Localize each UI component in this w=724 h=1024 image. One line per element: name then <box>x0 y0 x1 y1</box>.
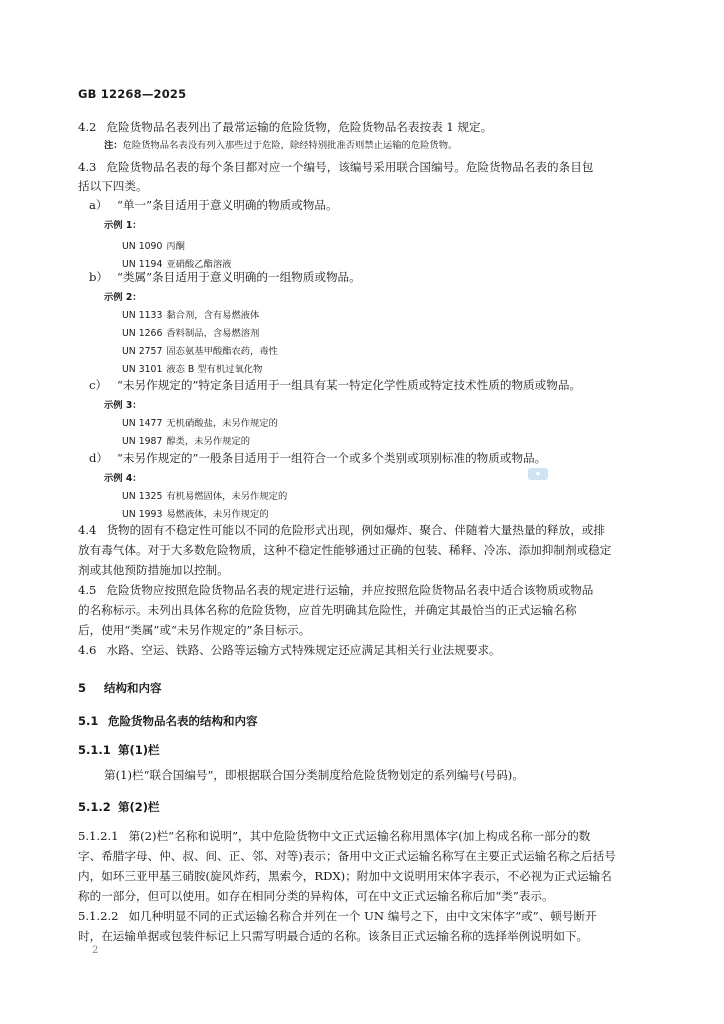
section-number: 5 <box>78 681 87 695</box>
clause-4-5-line2: 的名称标示。未列出具体名称的危险货物，应首先明确其危险性，并确定其最恰当的正式运输名称 <box>78 603 577 617</box>
clause-5-1-2-1 <box>78 826 644 846</box>
list-item-a <box>89 196 338 214</box>
un-number: UN 1266 <box>122 328 163 339</box>
example-row <box>122 325 259 339</box>
clause-4-4-line3: 剂或其他预防措施加以控制。 <box>78 563 229 577</box>
clause-4-4-line2: 放有毒气体。对于大多数危险物质，这种不稳定性能够通过正确的包装、稀释、冷冻、添加抑制剂或稳定 <box>78 543 612 557</box>
item-letter: d） <box>89 451 109 465</box>
substance-name: 黏合剂，含有易燃液体 <box>166 310 260 321</box>
clause-5-1-2-1-line2: 字、希腊字母、仲、叔、间、正、邻、对等)表示；备用中文正式运输名称写在主要正式运输名称之后括号 <box>78 849 616 863</box>
clause-text: 如几种明显不同的正式运输名称合并列在一个 UN 编号之下，由中文宋体字“或”、顿号断开 <box>128 909 597 923</box>
clause-4-3-line2: 括以下四类。 <box>78 179 148 193</box>
example-row <box>122 307 259 321</box>
clause-5-1-2-1-line3: 内，如环三亚甲基三硝胺(旋风炸药，黑索今，RDX)；附加中文说明用宋体字表示，不必视为正式运输名 <box>78 869 612 883</box>
example-row <box>122 433 250 447</box>
substance-name: 醇类，未另作规定的 <box>166 436 251 447</box>
clause-text: 水路、空运、铁路、公路等运输方式特殊规定还应满足其相关行业法规要求。 <box>106 643 501 657</box>
clause-5-1-2-1-line4: 称的一部分，但可以使用。如存在相同分类的异构体，可在中文正式运输名称后加“类”表示。 <box>78 889 554 903</box>
clause-number: 4.4 <box>78 523 97 537</box>
section-heading-5-1-2 <box>78 799 160 815</box>
un-number: UN 1090 <box>122 241 163 252</box>
substance-name: 液态 B 型有机过氧化物 <box>166 364 263 375</box>
substance-name: 易燃液体，未另作规定的 <box>166 509 269 520</box>
watermark-logo-icon: ◆ <box>528 468 548 480</box>
un-number: UN 1325 <box>122 491 163 502</box>
item-letter: b） <box>89 270 109 284</box>
example-label: 示例 3： <box>104 400 142 411</box>
section-title: 第(1)栏 <box>118 743 160 757</box>
item-text: “类属”条目适用于意义明确的一组物质或物品。 <box>117 270 361 284</box>
clause-number: 4.3 <box>78 160 97 174</box>
substance-name: 固态氨基甲酸酯农药，毒性 <box>166 346 278 357</box>
clause-number: 5.1.2.1 <box>78 829 119 843</box>
item-text: “单一”条目适用于意义明确的物质或物品。 <box>117 198 338 212</box>
clause-text: 危险货物品名表列出了最常运输的危险货物，危险货物品名表按表 1 规定。 <box>106 120 493 134</box>
item-text: “未另作规定的”一般条目适用于一组符合一个或多个类别或项别标准的物质或物品。 <box>117 451 547 465</box>
clause-number: 4.6 <box>78 643 97 657</box>
item-letter: c） <box>89 378 108 392</box>
substance-name: 亚硝酸乙酯溶液 <box>166 259 232 270</box>
un-number: UN 1993 <box>122 509 163 520</box>
clause-number: 4.5 <box>78 583 97 597</box>
item-text: “未另作规定的”特定条目适用于一组具有某一特定化学性质或特定技术性质的物质或物品。 <box>117 378 582 392</box>
clause-5-1-2-2 <box>78 906 644 926</box>
section-title: 第(2)栏 <box>118 800 160 814</box>
clause-text: 第(2)栏“名称和说明”，其中危险货物中文正式运输名称用黑体字(加上构成名称一部分的数 <box>128 829 591 843</box>
section-heading-5-1 <box>78 713 258 729</box>
substance-name: 香料制品，含易燃溶剂 <box>166 328 260 339</box>
un-number: UN 1987 <box>122 436 163 447</box>
section-number: 5.1 <box>78 714 99 728</box>
example-row <box>122 361 262 375</box>
substance-name: 无机硝酸盐，未另作规定的 <box>166 418 278 429</box>
example-label: 示例 2： <box>104 292 142 303</box>
example-row <box>122 506 269 520</box>
example-row <box>122 415 278 429</box>
clause-5-1-2-2-line2: 时，在运输单据或包装件标记上只需写明最合适的名称。该条目正式运输名称的选择举例说明如下。 <box>78 929 589 943</box>
example-label: 示例 4： <box>104 473 142 484</box>
un-number: UN 1133 <box>122 310 163 321</box>
un-number: UN 1477 <box>122 418 163 429</box>
section-heading-5-1-1 <box>78 742 160 758</box>
substance-name: 丙酮 <box>166 241 185 252</box>
example-row <box>122 238 185 252</box>
list-item-b <box>89 268 361 286</box>
clause-text: 货物的固有不稳定性可能以不同的危险形式出现，例如爆炸、聚合、伴随着大量热量的释放，或排 <box>106 523 605 537</box>
section-title: 危险货物品名表的结构和内容 <box>108 714 258 728</box>
clause-number: 4.2 <box>78 120 97 134</box>
note <box>104 139 457 153</box>
clause-4-3 <box>78 157 644 177</box>
clause-4-5-line3: 后，使用“类属”或“未另作规定的”条目标示。 <box>78 623 311 637</box>
un-number: UN 1194 <box>122 259 163 270</box>
substance-name: 有机易燃固体，未另作规定的 <box>166 491 288 502</box>
clause-text: 危险货物品名表的每个条目都对应一个编号，该编号采用联合国编号。危险货物品名表的条目包 <box>106 160 594 174</box>
example-row <box>122 343 278 357</box>
un-number: UN 2757 <box>122 346 163 357</box>
note-label: 注： <box>104 140 123 151</box>
note-text: 危险货物品名表没有列入那些过于危险，除经特别批准否则禁止运输的危险货物。 <box>122 140 458 151</box>
standard-header: GB 12268—2025 <box>78 87 187 101</box>
list-item-c <box>89 376 581 394</box>
clause-4-2 <box>78 117 644 137</box>
un-number: UN 3101 <box>122 364 163 375</box>
clause-4-6 <box>78 640 644 660</box>
list-item-d <box>89 449 546 467</box>
item-letter: a） <box>89 198 108 212</box>
section-number: 5.1.2 <box>78 800 111 814</box>
clause-4-4 <box>78 520 644 540</box>
section-title: 结构和内容 <box>104 681 162 695</box>
clause-text: 危险货物应按照危险货物品名表的规定进行运输，并应按照危险货物品名表中适合该物质或物品 <box>106 583 594 597</box>
clause-number: 5.1.2.2 <box>78 909 119 923</box>
paragraph-5-1-1: 第(1)栏“联合国编号”，即根据联合国分类制度给危险货物划定的系列编号(号码)。 <box>104 768 524 782</box>
clause-4-5 <box>78 580 644 600</box>
example-row <box>122 488 287 502</box>
example-label: 示例 1： <box>104 220 142 231</box>
section-number: 5.1.1 <box>78 743 111 757</box>
page-number: 2 <box>92 945 99 956</box>
section-heading-5 <box>78 680 162 696</box>
